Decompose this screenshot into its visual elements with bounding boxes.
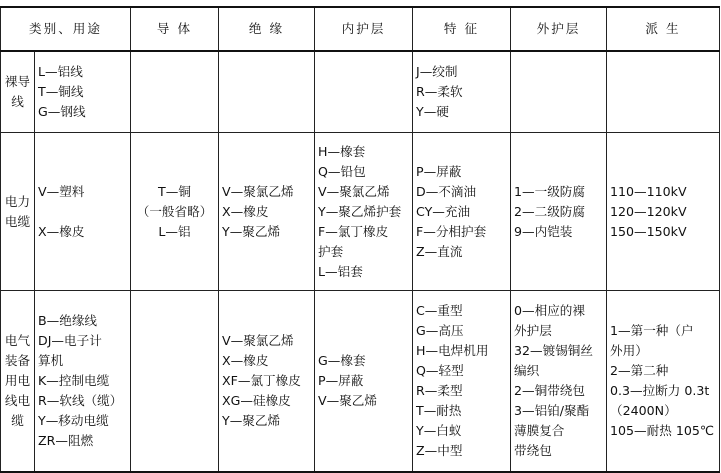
row-derived: 110—110kV 120—120kV 150—150kV [607, 133, 720, 291]
row-category: 电力 电缆 [1, 133, 35, 291]
row-category: 裸导 线 [1, 51, 35, 133]
header-inner-sheath: 内护层 [315, 7, 413, 51]
row-usage: V—塑料 X—橡皮 [35, 133, 131, 291]
row-inner-sheath: H—橡套 Q—铅包 V—聚氯乙烯 Y—聚乙烯护套 F—氯丁橡皮 护套 L—铝套 [315, 133, 413, 291]
row-conductor [131, 51, 219, 133]
table-row [1, 133, 720, 291]
header-category: 类别、用途 [1, 7, 131, 51]
row-outer-sheath [511, 51, 607, 133]
row-usage: L—铝线 T—铜线 G—钢线 [35, 51, 131, 133]
row-derived: 1—第一种（户 外用） 2—第二种 0.3—拉断力 0.3t （2400N） 105—耐热 105℃ [607, 291, 720, 473]
row-conductor [131, 291, 219, 473]
row-derived [607, 51, 720, 133]
cable-code-table [0, 6, 720, 473]
header-feature: 特 征 [413, 7, 511, 51]
row-outer-sheath: 1—一级防腐 2—二级防腐 9—内铠装 [511, 133, 607, 291]
table-row [1, 51, 720, 133]
row-inner-sheath [315, 51, 413, 133]
row-feature: J—绞制 R—柔软 Y—硬 [413, 51, 511, 133]
row-usage: B—绝缘线 DJ—电子计 算机 K—控制电缆 R—软线（缆） Y—移动电缆 ZR—阻燃 [35, 291, 131, 473]
row-outer-sheath: 0—相应的裸 外护层 32—镀锡铜丝 编织 2—铜带绕包 3—铝铂/聚酯 薄膜复合 带绕包 [511, 291, 607, 473]
header-insulation: 绝 缘 [219, 7, 315, 51]
row-feature: C—重型 G—高压 H—电焊机用 Q—轻型 R—柔型 T—耐热 Y—白蚁 Z—中型 [413, 291, 511, 473]
row-insulation: V—聚氯乙烯 X—橡皮 XF—氯丁橡皮 XG—硅橡皮 Y—聚乙烯 [219, 291, 315, 473]
row-insulation [219, 51, 315, 133]
row-feature: P—屏蔽 D—不滴油 CY—充油 F—分相护套 Z—直流 [413, 133, 511, 291]
row-conductor: T—铜 （一般省略） L—铝 [131, 133, 219, 291]
row-inner-sheath: G—橡套 P—屏蔽 V—聚乙烯 [315, 291, 413, 473]
header-conductor: 导 体 [131, 7, 219, 51]
header-row [1, 7, 720, 51]
table-row [1, 291, 720, 473]
row-insulation: V—聚氯乙烯 X—橡皮 Y—聚乙烯 [219, 133, 315, 291]
row-category: 电气 装备 用电 线电 缆 [1, 291, 35, 473]
header-derived: 派 生 [607, 7, 720, 51]
header-outer-sheath: 外护层 [511, 7, 607, 51]
